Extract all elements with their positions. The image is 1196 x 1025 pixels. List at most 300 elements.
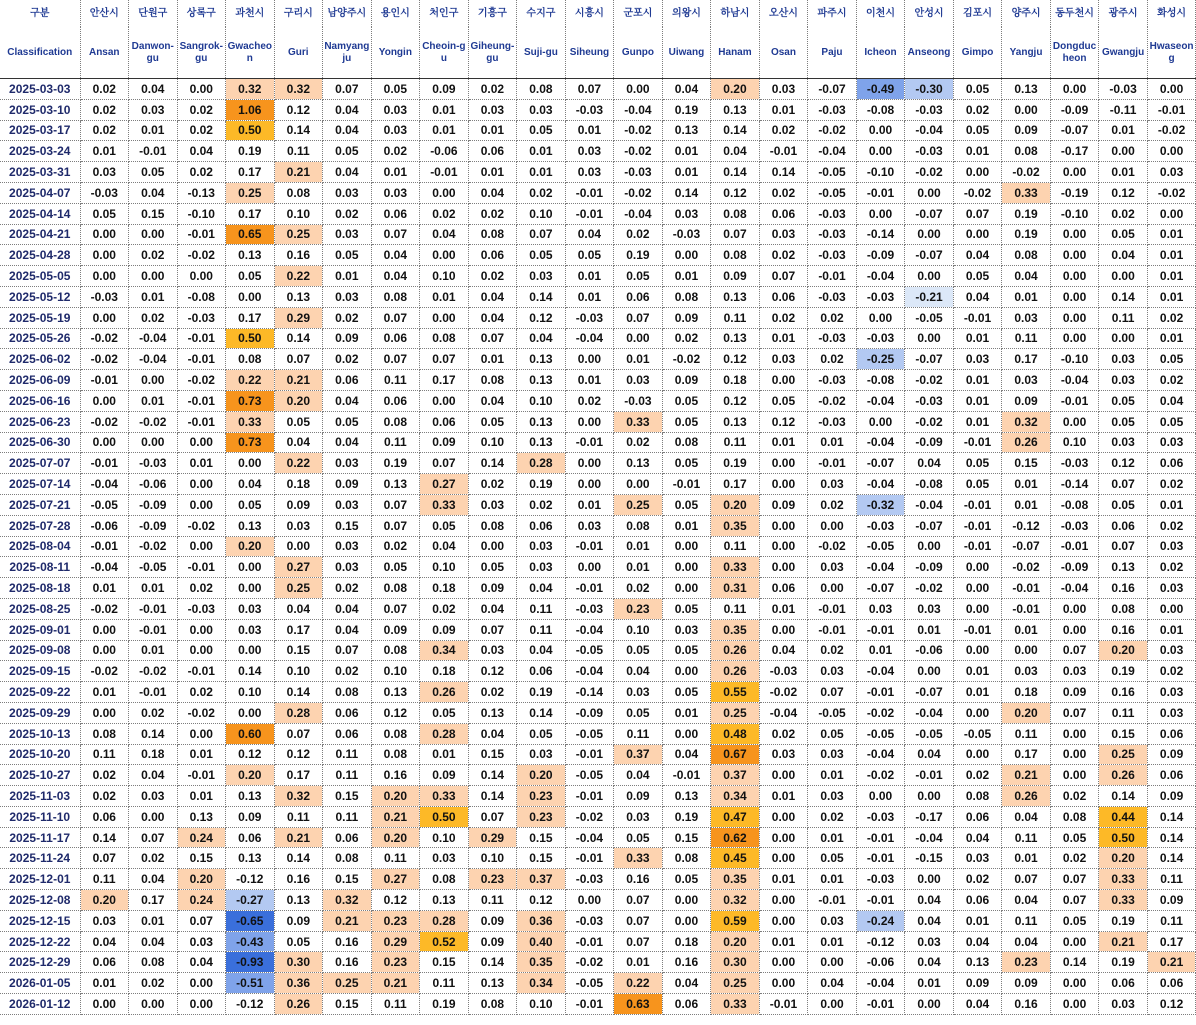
heatmap-cell: -0.09 xyxy=(905,557,954,578)
heatmap-cell: -0.01 xyxy=(565,931,614,952)
heatmap-cell: 0.04 xyxy=(953,994,1002,1015)
heatmap-cell: 0.34 xyxy=(517,973,566,994)
heatmap-cell: 0.08 xyxy=(371,744,420,765)
heatmap-cell: 0.13 xyxy=(226,515,275,536)
heatmap-cell: 0.03 xyxy=(1099,370,1148,391)
heatmap-cell: -0.25 xyxy=(856,349,905,370)
heatmap-cell: 0.03 xyxy=(1147,432,1196,453)
heatmap-cell: 0.04 xyxy=(759,640,808,661)
heatmap-cell: 0.52 xyxy=(420,931,469,952)
heatmap-cell: -0.01 xyxy=(1002,578,1051,599)
heatmap-cell: 0.07 xyxy=(614,890,663,911)
heatmap-cell: 0.14 xyxy=(1050,952,1099,973)
heatmap-cell: 0.09 xyxy=(468,910,517,931)
heatmap-cell: -0.04 xyxy=(905,120,954,141)
heatmap-cell: 0.00 xyxy=(759,557,808,578)
heatmap-cell: 0.01 xyxy=(420,286,469,307)
heatmap-cell: 0.00 xyxy=(274,536,323,557)
heatmap-cell: 0.22 xyxy=(274,453,323,474)
heatmap-cell: 0.03 xyxy=(1147,162,1196,183)
heatmap-cell: 0.02 xyxy=(1147,515,1196,536)
heatmap-cell: 0.01 xyxy=(1099,120,1148,141)
heatmap-cell: 0.10 xyxy=(517,994,566,1015)
heatmap-cell: 0.15 xyxy=(323,869,372,890)
heatmap-cell: 0.00 xyxy=(1147,79,1196,100)
heatmap-cell: -0.17 xyxy=(905,806,954,827)
heatmap-cell: -0.05 xyxy=(808,162,857,183)
table-row xyxy=(0,806,1196,827)
heatmap-cell: 0.00 xyxy=(662,557,711,578)
heatmap-cell: 0.00 xyxy=(1050,973,1099,994)
heatmap-cell: -0.02 xyxy=(905,578,954,599)
heatmap-cell: 0.03 xyxy=(662,619,711,640)
heatmap-cell: 0.01 xyxy=(662,702,711,723)
heatmap-cell: -0.02 xyxy=(177,702,226,723)
heatmap-cell: -0.02 xyxy=(80,349,129,370)
heatmap-cell: 0.02 xyxy=(808,307,857,328)
heatmap-cell: 0.07 xyxy=(517,224,566,245)
row-date-label: 2025-12-01 xyxy=(0,869,80,890)
heatmap-cell: 0.04 xyxy=(468,598,517,619)
column-header-en: Danwon-gu xyxy=(129,27,178,79)
table-row xyxy=(0,474,1196,495)
heatmap-cell: -0.93 xyxy=(226,952,275,973)
heatmap-cell: -0.01 xyxy=(662,474,711,495)
column-header-kr: 광주시 xyxy=(1099,0,1148,27)
heatmap-cell: 0.13 xyxy=(517,349,566,370)
heatmap-cell: -0.01 xyxy=(856,848,905,869)
heatmap-cell: 0.00 xyxy=(177,79,226,100)
heatmap-cell: -0.02 xyxy=(808,536,857,557)
heatmap-cell: 0.06 xyxy=(662,994,711,1015)
heatmap-cell: -0.04 xyxy=(614,203,663,224)
heatmap-cell: 0.12 xyxy=(274,99,323,120)
heatmap-cell: 0.01 xyxy=(614,557,663,578)
column-header-kr: 남양주시 xyxy=(323,0,372,27)
heatmap-cell: 0.02 xyxy=(565,390,614,411)
heatmap-cell: 0.00 xyxy=(953,640,1002,661)
heatmap-cell: 0.16 xyxy=(1002,994,1051,1015)
heatmap-cell: 0.00 xyxy=(226,453,275,474)
heatmap-cell: 0.00 xyxy=(1050,619,1099,640)
heatmap-cell: 0.19 xyxy=(1002,203,1051,224)
heatmap-cell: 0.03 xyxy=(1002,370,1051,391)
heatmap-cell: 0.03 xyxy=(1147,702,1196,723)
heatmap-cell: 0.07 xyxy=(808,682,857,703)
heatmap-cell: -0.05 xyxy=(80,494,129,515)
column-header-en: Hwaseong xyxy=(1147,27,1196,79)
heatmap-cell: 0.12 xyxy=(274,744,323,765)
heatmap-cell: 0.15 xyxy=(323,994,372,1015)
heatmap-cell: -0.05 xyxy=(565,723,614,744)
heatmap-cell: 0.01 xyxy=(420,744,469,765)
heatmap-cell: 0.22 xyxy=(614,973,663,994)
column-header-kr: 동두천시 xyxy=(1050,0,1099,27)
heatmap-cell: 0.00 xyxy=(420,245,469,266)
heatmap-cell: 0.07 xyxy=(711,224,760,245)
heatmap-cell: 0.00 xyxy=(1050,328,1099,349)
heatmap-cell: 0.17 xyxy=(1002,744,1051,765)
heatmap-cell: 0.00 xyxy=(662,723,711,744)
row-date-label: 2025-06-16 xyxy=(0,390,80,411)
heatmap-cell: -0.14 xyxy=(1050,474,1099,495)
heatmap-cell: -0.02 xyxy=(565,952,614,973)
heatmap-cell: -0.04 xyxy=(856,744,905,765)
heatmap-cell: 0.26 xyxy=(711,640,760,661)
heatmap-cell: 0.16 xyxy=(1099,619,1148,640)
heatmap-cell: 0.02 xyxy=(808,806,857,827)
heatmap-cell: 0.11 xyxy=(371,370,420,391)
heatmap-cell: -0.03 xyxy=(129,453,178,474)
heatmap-cell: 0.04 xyxy=(517,578,566,599)
heatmap-cell: 0.03 xyxy=(1099,432,1148,453)
row-date-label: 2025-09-29 xyxy=(0,702,80,723)
heatmap-cell: 0.00 xyxy=(662,536,711,557)
heatmap-cell: -0.04 xyxy=(565,619,614,640)
heatmap-cell: 0.19 xyxy=(1099,910,1148,931)
heatmap-cell: -0.02 xyxy=(759,682,808,703)
table-row xyxy=(0,640,1196,661)
heatmap-cell: 0.34 xyxy=(420,640,469,661)
heatmap-cell: 0.16 xyxy=(274,869,323,890)
row-date-label: 2025-05-19 xyxy=(0,307,80,328)
heatmap-cell: 0.00 xyxy=(1050,79,1099,100)
row-date-label: 2025-06-23 xyxy=(0,411,80,432)
heatmap-cell: 0.16 xyxy=(614,869,663,890)
heatmap-cell: 0.03 xyxy=(371,120,420,141)
heatmap-cell: 0.62 xyxy=(711,827,760,848)
heatmap-cell: 0.02 xyxy=(177,578,226,599)
heatmap-cell: 0.00 xyxy=(614,328,663,349)
heatmap-cell: 0.22 xyxy=(226,370,275,391)
heatmap-cell: 0.02 xyxy=(953,765,1002,786)
heatmap-cell: 0.19 xyxy=(662,99,711,120)
heatmap-cell: -0.03 xyxy=(808,328,857,349)
heatmap-cell: -0.02 xyxy=(808,120,857,141)
heatmap-cell: 0.02 xyxy=(1147,661,1196,682)
heatmap-cell: -0.09 xyxy=(1050,557,1099,578)
row-date-label: 2025-10-20 xyxy=(0,744,80,765)
heatmap-cell: -0.27 xyxy=(226,890,275,911)
heatmap-cell: -0.01 xyxy=(1002,598,1051,619)
heatmap-cell: 0.26 xyxy=(420,682,469,703)
heatmap-cell: 0.01 xyxy=(129,640,178,661)
heatmap-cell: 0.65 xyxy=(226,224,275,245)
heatmap-cell: 0.02 xyxy=(468,682,517,703)
heatmap-cell: 0.02 xyxy=(323,307,372,328)
heatmap-cell: 0.00 xyxy=(953,702,1002,723)
heatmap-cell: -0.10 xyxy=(856,162,905,183)
heatmap-cell: 0.09 xyxy=(420,79,469,100)
heatmap-cell: 0.03 xyxy=(323,536,372,557)
heatmap-cell: 0.04 xyxy=(905,952,954,973)
heatmap-cell: -0.02 xyxy=(1002,557,1051,578)
heatmap-cell: 0.14 xyxy=(468,786,517,807)
heatmap-cell: -0.02 xyxy=(856,765,905,786)
heatmap-cell: 0.05 xyxy=(662,390,711,411)
heatmap-cell: -0.51 xyxy=(226,973,275,994)
heatmap-cell: -0.01 xyxy=(80,453,129,474)
heatmap-cell: 0.20 xyxy=(371,786,420,807)
heatmap-cell: 0.01 xyxy=(1147,494,1196,515)
heatmap-cell: 0.21 xyxy=(1147,952,1196,973)
heatmap-cell: 0.01 xyxy=(953,411,1002,432)
heatmap-cell: 0.03 xyxy=(759,224,808,245)
heatmap-cell: -0.01 xyxy=(565,848,614,869)
heatmap-cell: 0.19 xyxy=(662,806,711,827)
heatmap-cell: -0.04 xyxy=(80,474,129,495)
heatmap-cell: 0.02 xyxy=(1050,786,1099,807)
heatmap-cell: -0.03 xyxy=(614,162,663,183)
heatmap-cell: 0.00 xyxy=(905,182,954,203)
heatmap-cell: 0.05 xyxy=(517,120,566,141)
heatmap-cell: 0.08 xyxy=(323,682,372,703)
heatmap-cell: 0.00 xyxy=(759,827,808,848)
heatmap-cell: 0.11 xyxy=(1099,307,1148,328)
heatmap-cell: 0.00 xyxy=(565,453,614,474)
heatmap-cell: -0.12 xyxy=(856,931,905,952)
heatmap-cell: -0.03 xyxy=(808,370,857,391)
heatmap-cell: 0.01 xyxy=(129,286,178,307)
heatmap-cell: 0.00 xyxy=(1147,598,1196,619)
heatmap-cell: -0.04 xyxy=(808,141,857,162)
heatmap-cell: 0.12 xyxy=(468,661,517,682)
heatmap-cell: 0.20 xyxy=(711,494,760,515)
heatmap-cell: -0.04 xyxy=(856,661,905,682)
heatmap-cell: -0.07 xyxy=(856,578,905,599)
heatmap-cell: 0.05 xyxy=(1099,390,1148,411)
heatmap-cell: 0.04 xyxy=(953,827,1002,848)
heatmap-cell: 0.02 xyxy=(614,578,663,599)
heatmap-cell: 0.10 xyxy=(468,432,517,453)
heatmap-cell: 0.25 xyxy=(614,494,663,515)
heatmap-cell: 0.01 xyxy=(1147,619,1196,640)
heatmap-cell: -0.03 xyxy=(565,307,614,328)
heatmap-cell: 0.15 xyxy=(129,203,178,224)
heatmap-cell: 0.01 xyxy=(80,973,129,994)
heatmap-cell: -0.01 xyxy=(953,536,1002,557)
heatmap-cell: 0.26 xyxy=(1099,765,1148,786)
heatmap-cell: -0.12 xyxy=(226,994,275,1015)
heatmap-cell: 0.08 xyxy=(420,869,469,890)
heatmap-cell: 0.00 xyxy=(953,744,1002,765)
heatmap-cell: -0.14 xyxy=(565,682,614,703)
heatmap-cell: 1.06 xyxy=(226,99,275,120)
table-row xyxy=(0,994,1196,1015)
heatmap-cell: -0.01 xyxy=(565,432,614,453)
classification-header-kr: 구분 xyxy=(0,0,80,27)
heatmap-cell: 0.00 xyxy=(905,994,954,1015)
heatmap-cell: -0.01 xyxy=(808,598,857,619)
heatmap-cell: 0.11 xyxy=(323,806,372,827)
heatmap-cell: 0.19 xyxy=(614,245,663,266)
heatmap-cell: 0.19 xyxy=(517,682,566,703)
heatmap-cell: -0.04 xyxy=(856,474,905,495)
heatmap-cell: 0.00 xyxy=(759,848,808,869)
heatmap-cell: -0.07 xyxy=(905,682,954,703)
heatmap-cell: -0.08 xyxy=(1050,494,1099,515)
table-row xyxy=(0,952,1196,973)
heatmap-cell: -0.05 xyxy=(905,723,954,744)
heatmap-cell: 0.03 xyxy=(1147,536,1196,557)
row-date-label: 2025-12-15 xyxy=(0,910,80,931)
heatmap-cell: 0.02 xyxy=(517,182,566,203)
heatmap-cell: 0.07 xyxy=(274,723,323,744)
heatmap-cell: 0.06 xyxy=(80,952,129,973)
heatmap-cell: 0.21 xyxy=(371,973,420,994)
row-date-label: 2025-04-21 xyxy=(0,224,80,245)
heatmap-cell: 0.19 xyxy=(1099,952,1148,973)
heatmap-cell: -0.32 xyxy=(856,494,905,515)
heatmap-cell: 0.00 xyxy=(565,474,614,495)
heatmap-cell: 0.11 xyxy=(323,765,372,786)
heatmap-cell: -0.01 xyxy=(856,619,905,640)
heatmap-cell: -0.04 xyxy=(565,661,614,682)
heatmap-cell: -0.01 xyxy=(953,515,1002,536)
heatmap-cell: -0.01 xyxy=(905,765,954,786)
heatmap-cell: 0.08 xyxy=(468,515,517,536)
heatmap-cell: 0.00 xyxy=(759,619,808,640)
heatmap-cell: 0.14 xyxy=(274,120,323,141)
heatmap-cell: 0.00 xyxy=(905,266,954,287)
heatmap-cell: 0.01 xyxy=(1147,286,1196,307)
heatmap-cell: 0.01 xyxy=(1002,494,1051,515)
row-date-label: 2025-03-24 xyxy=(0,141,80,162)
table-row xyxy=(0,79,1196,100)
heatmap-cell: 0.09 xyxy=(953,973,1002,994)
heatmap-cell: 0.10 xyxy=(371,661,420,682)
heatmap-cell: 0.04 xyxy=(662,79,711,100)
heatmap-cell: 0.05 xyxy=(662,682,711,703)
heatmap-cell: 0.01 xyxy=(565,120,614,141)
heatmap-cell: 0.14 xyxy=(1099,786,1148,807)
heatmap-cell: 0.15 xyxy=(468,744,517,765)
heatmap-cell: 0.04 xyxy=(953,931,1002,952)
row-date-label: 2025-07-21 xyxy=(0,494,80,515)
heatmap-cell: 0.03 xyxy=(1002,661,1051,682)
heatmap-cell: 0.07 xyxy=(1050,640,1099,661)
heatmap-cell: -0.01 xyxy=(177,224,226,245)
heatmap-cell: 0.07 xyxy=(565,79,614,100)
heatmap-cell: -0.01 xyxy=(129,598,178,619)
heatmap-cell: 0.01 xyxy=(808,827,857,848)
heatmap-cell: 0.02 xyxy=(468,266,517,287)
heatmap-cell: -0.01 xyxy=(856,182,905,203)
heatmap-cell: -0.01 xyxy=(953,307,1002,328)
heatmap-cell: 0.00 xyxy=(662,661,711,682)
heatmap-cell: 0.06 xyxy=(517,515,566,536)
row-date-label: 2025-04-07 xyxy=(0,182,80,203)
heatmap-cell: 0.23 xyxy=(371,910,420,931)
heatmap-cell: 0.04 xyxy=(323,390,372,411)
heatmap-cell: 0.00 xyxy=(1099,141,1148,162)
heatmap-cell: 0.00 xyxy=(226,640,275,661)
heatmap-cell: 0.13 xyxy=(226,848,275,869)
heatmap-cell: 0.07 xyxy=(323,640,372,661)
heatmap-cell: 0.13 xyxy=(662,786,711,807)
heatmap-cell: 0.16 xyxy=(323,931,372,952)
heatmap-cell: 0.02 xyxy=(323,203,372,224)
heatmap-cell: 0.00 xyxy=(226,557,275,578)
heatmap-cell: 0.17 xyxy=(226,203,275,224)
heatmap-cell: 0.13 xyxy=(517,370,566,391)
column-header-en: Suji-gu xyxy=(517,27,566,79)
heatmap-cell: -0.02 xyxy=(1002,162,1051,183)
heatmap-cell: 0.05 xyxy=(614,827,663,848)
heatmap-cell: 0.03 xyxy=(420,848,469,869)
heatmap-cell: 0.00 xyxy=(905,869,954,890)
heatmap-cell: 0.17 xyxy=(1002,349,1051,370)
heatmap-cell: 0.00 xyxy=(856,411,905,432)
heatmap-cell: 0.08 xyxy=(371,286,420,307)
heatmap-cell: 0.02 xyxy=(662,328,711,349)
heatmap-cell: 0.04 xyxy=(905,744,954,765)
heatmap-cell: 0.00 xyxy=(565,557,614,578)
heatmap-cell: 0.03 xyxy=(323,224,372,245)
heatmap-cell: 0.14 xyxy=(226,661,275,682)
heatmap-cell: 0.05 xyxy=(614,266,663,287)
heatmap-cell: 0.02 xyxy=(371,141,420,162)
heatmap-cell: 0.02 xyxy=(517,494,566,515)
heatmap-cell: -0.01 xyxy=(565,994,614,1015)
heatmap-cell: 0.03 xyxy=(808,786,857,807)
row-date-label: 2025-10-13 xyxy=(0,723,80,744)
heatmap-cell: 0.08 xyxy=(420,328,469,349)
heatmap-cell: 0.00 xyxy=(1050,245,1099,266)
heatmap-cell: 0.15 xyxy=(323,515,372,536)
heatmap-cell: 0.05 xyxy=(420,702,469,723)
table-row xyxy=(0,328,1196,349)
heatmap-cell: 0.02 xyxy=(1147,557,1196,578)
heatmap-cell: 0.20 xyxy=(517,765,566,786)
table-row xyxy=(0,827,1196,848)
heatmap-cell: 0.11 xyxy=(80,869,129,890)
heatmap-cell: 0.00 xyxy=(808,994,857,1015)
heatmap-cell: -0.02 xyxy=(80,598,129,619)
heatmap-cell: 0.03 xyxy=(323,286,372,307)
heatmap-cell: 0.04 xyxy=(517,328,566,349)
heatmap-cell: 0.02 xyxy=(177,120,226,141)
heatmap-cell: 0.25 xyxy=(1099,744,1148,765)
heatmap-cell: 0.01 xyxy=(1099,162,1148,183)
heatmap-cell: 0.04 xyxy=(905,910,954,931)
heatmap-cell: 0.02 xyxy=(468,79,517,100)
column-header-kr: 하남시 xyxy=(711,0,760,27)
heatmap-cell: 0.09 xyxy=(1147,890,1196,911)
heatmap-cell: -0.12 xyxy=(1002,515,1051,536)
heatmap-cell: 0.04 xyxy=(517,640,566,661)
heatmap-cell: 0.02 xyxy=(953,99,1002,120)
heatmap-cell: 0.01 xyxy=(129,910,178,931)
heatmap-cell: 0.01 xyxy=(953,141,1002,162)
heatmap-cell: 0.00 xyxy=(614,79,663,100)
heatmap-cell: 0.00 xyxy=(226,286,275,307)
heatmap-cell: 0.03 xyxy=(808,661,857,682)
heatmap-cell: 0.04 xyxy=(468,723,517,744)
heatmap-cell: 0.17 xyxy=(274,619,323,640)
heatmap-cell: 0.03 xyxy=(226,619,275,640)
heatmap-cell: 0.33 xyxy=(614,411,663,432)
heatmap-cell: 0.23 xyxy=(371,952,420,973)
heatmap-cell: -0.01 xyxy=(129,141,178,162)
heatmap-cell: -0.01 xyxy=(1147,99,1196,120)
heatmap-cell: 0.00 xyxy=(1050,744,1099,765)
heatmap-cell: -0.19 xyxy=(1050,182,1099,203)
table-row xyxy=(0,765,1196,786)
heatmap-cell: 0.01 xyxy=(808,869,857,890)
heatmap-cell: -0.02 xyxy=(80,328,129,349)
heatmap-cell: -0.03 xyxy=(1050,453,1099,474)
